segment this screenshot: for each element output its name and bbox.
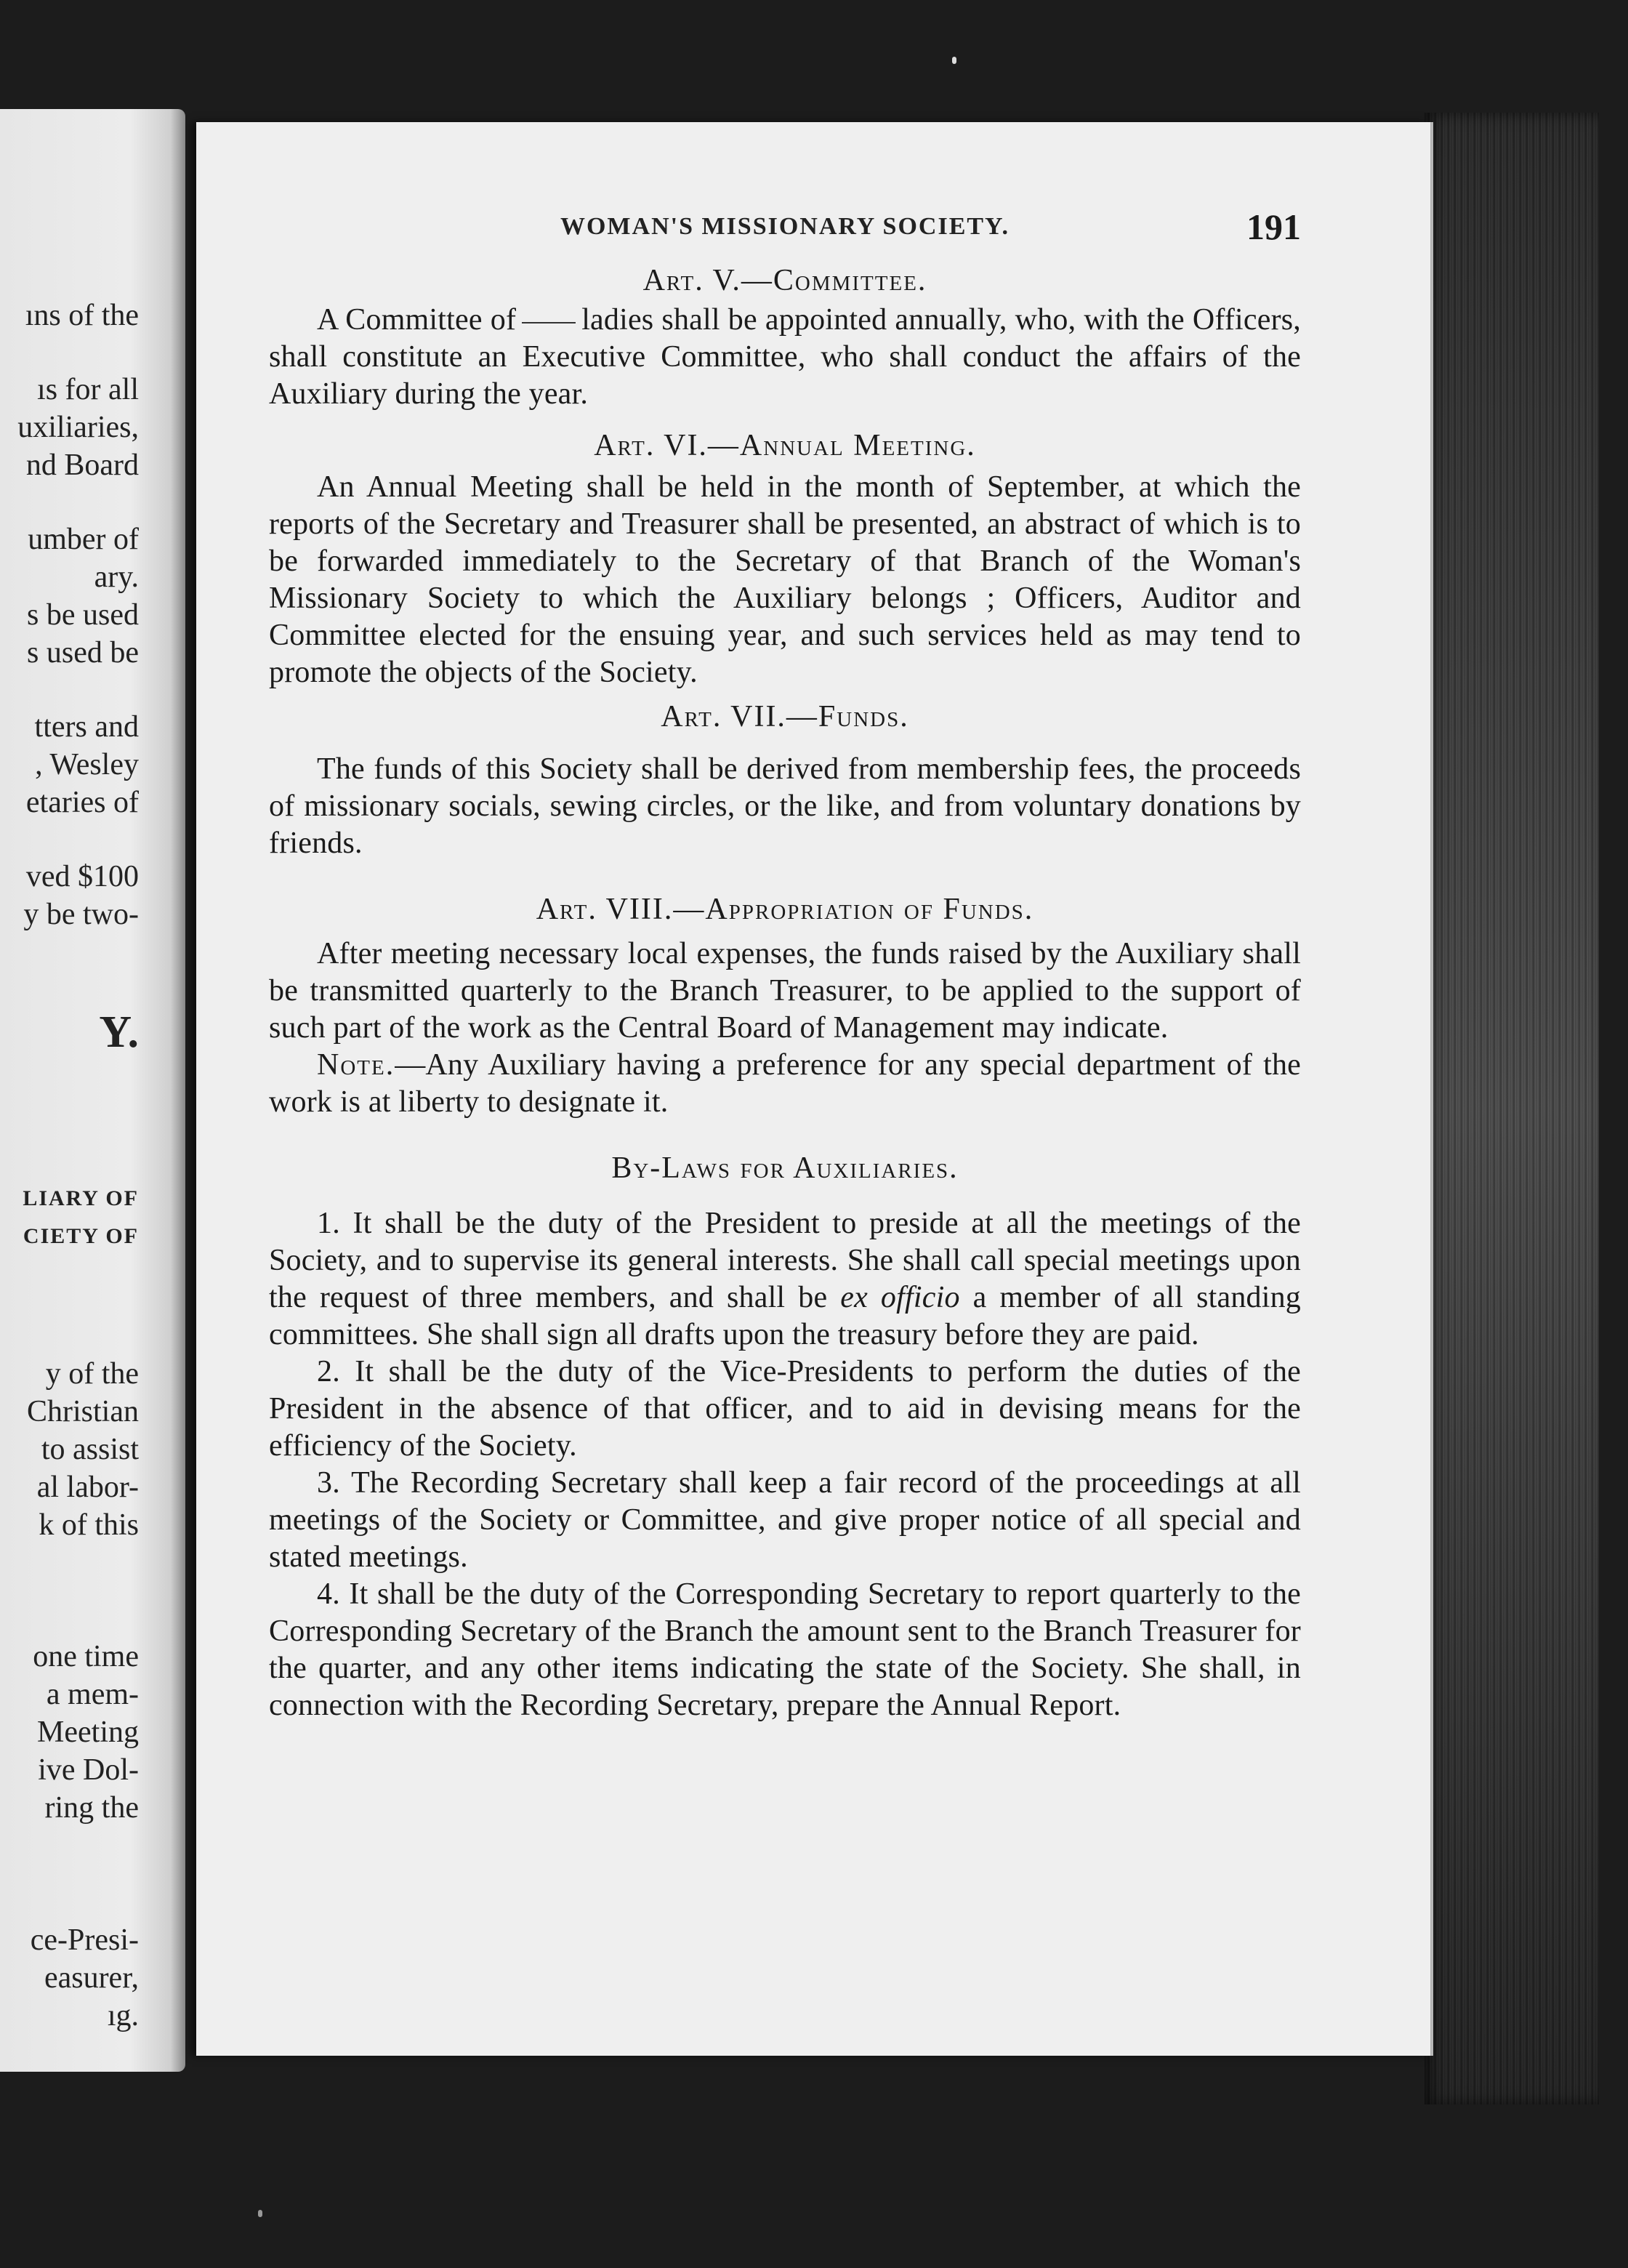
note-label: Note. [317, 1047, 395, 1082]
art-5-text [269, 302, 1301, 413]
left-page-fragment: uxiliaries, [17, 411, 139, 444]
left-page-fragment: k of this [39, 1508, 139, 1542]
left-page-fragment: umber of [28, 523, 139, 556]
page-block-edge [1424, 113, 1599, 2104]
left-page-fragment: CIETY OF [23, 1224, 139, 1248]
left-page-fragment: ıs for all [37, 373, 139, 406]
left-facing-page [0, 109, 185, 2072]
left-page-fragment: al labor- [36, 1471, 139, 1504]
bylaws-heading: By-Laws for Auxiliaries. [611, 1151, 959, 1185]
left-page-fragment: Christian [27, 1395, 139, 1428]
left-page-fragment: ıg. [107, 1999, 139, 2032]
art-7-text: The funds of this Society shall be derived from membership fees, the proceeds of missionary socials, sewing circles, or the like, and from voluntary donations by friends. [269, 752, 1301, 861]
art-8-text: After meeting necessary local expenses, the funds raised by the Auxiliary shall be transmitted quarterly to the Branch Treasurer, to be applied to the support of such part of the work as the Central Board of Management may indicate. [269, 936, 1301, 1045]
book-page [196, 122, 1430, 2056]
left-page-fragment: LIARY OF [23, 1186, 139, 1210]
bylaw-item-4: 4. It shall be the duty of the Corresponding Secretary to report quarterly to the Corresponding Secretary of the Branch the amount sent to the Branch Treasurer for the quarter, and any other items indicating the state of the Society. She shall, in connection with the Recording Secretary, prepare the Annual Report. [269, 1577, 1301, 1722]
left-page-fragment: ring the [44, 1791, 139, 1825]
left-page-fragment: Y. [99, 1008, 139, 1057]
left-page-fragment: , Wesley [35, 748, 139, 781]
left-page-fragment: etaries of [25, 786, 139, 819]
running-head-title: WOMAN'S MISSIONARY SOCIETY. [560, 213, 1010, 240]
bylaw-item-1 [269, 1205, 1301, 1354]
running-head [269, 206, 1301, 264]
art-7-heading: Art. VII.—Funds. [661, 699, 909, 733]
ex-officio-text: ex officio [840, 1280, 960, 1314]
art-8-note [269, 1047, 1301, 1121]
left-page-fragment: s used be [27, 636, 139, 669]
left-page-fragment: to assist [41, 1433, 139, 1466]
left-page-fragment: ce-Presi- [30, 1923, 139, 1957]
left-page-fragment: y of the [45, 1357, 139, 1391]
page-content [269, 206, 1302, 1724]
left-page-fragment: a mem- [46, 1678, 139, 1711]
page-number: 191 [1246, 206, 1301, 247]
art-5-text-start: A Committee of [317, 303, 517, 337]
note-text: —Any Auxiliary having a preference for any special department of the work is at liberty to designate it. [269, 1047, 1301, 1119]
dust-speck [258, 2210, 262, 2217]
blank-line [522, 322, 576, 323]
art-5-heading: Art. V.—Committee. [642, 264, 927, 297]
bylaw-item-2: 2. It shall be the duty of the Vice-Presidents to perform the duties of the President in the absence of that officer, and to aid in devising means for the efficiency of the Society. [269, 1354, 1301, 1463]
dust-speck [952, 57, 956, 64]
left-page-fragment: nd Board [25, 449, 139, 482]
art-8-heading: Art. VIII.—Appropriation of Funds. [536, 893, 1034, 927]
art-5-text-end: ladies shall be appointed annually, who, with the Officers, shall constitute an Executive Committee, who shall conduct the affairs of the Auxiliary during the year. [269, 303, 1301, 411]
art-6-heading: Art. VI.—Annual Meeting. [594, 429, 976, 463]
left-page-fragment: tters and [34, 710, 139, 744]
left-page-fragment: ive Dol- [38, 1753, 139, 1787]
bylaw-item-1-end: a member of all standing committees. She shall sign all drafts upon the treasury before they are paid. [269, 1280, 1302, 1351]
art-6-text: An Annual Meeting shall be held in the month of September, at which the reports of the Secretary and Treasurer shall be presented, an abstract of which is to be forwarded immediately to the Secretary of that Branch of the Woman's Missionary Society to which the Auxiliary belongs ; Officers, Auditor and Committee elected for the ensuing year, and such services held as may tend to promote the objects of the Society. [269, 470, 1301, 689]
left-page-fragment: s be used [27, 598, 139, 632]
left-page-fragment: Meeting [37, 1716, 139, 1749]
left-page-fragment: y be two- [23, 898, 139, 931]
left-page-fragment: ved $100 [25, 860, 139, 893]
left-page-fragment: ary. [94, 560, 139, 594]
left-page-fragment: one time [33, 1640, 139, 1673]
left-page-fragment: easurer, [44, 1961, 139, 1995]
bylaw-item-1-start: 1. It shall be the duty of the President to preside at all the meetings of the Society, and to supervise its general interests. She shall call special meetings upon the request of three members, and shall be [269, 1206, 1301, 1314]
bylaw-item-3: 3. The Recording Secretary shall keep a fair record of the proceedings at all meetings of the Society or Committee, and give proper notice of all special and stated meetings. [269, 1465, 1301, 1574]
left-page-fragment: ıns of the [25, 299, 139, 332]
